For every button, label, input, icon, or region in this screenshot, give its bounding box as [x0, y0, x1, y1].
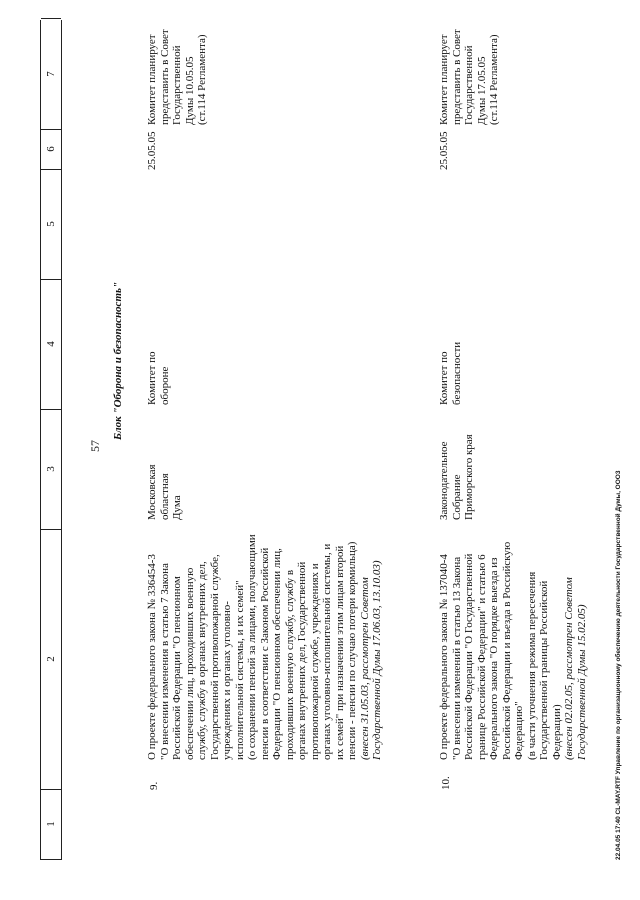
- row-number: 9.: [148, 781, 160, 790]
- column-header-6: 6: [41, 129, 61, 170]
- row-initiator: [438, 425, 476, 520]
- column-header-4: 4: [41, 279, 61, 410]
- row-description: [438, 510, 588, 760]
- row-line: Российской Федерации "О пенсионном: [171, 576, 183, 760]
- row-line: учреждениях и органах уголовно-: [221, 601, 233, 760]
- row-line: исполнительной системы, и их семей": [233, 580, 246, 760]
- row-line: пенсии - пенсии по случаю потери кормильца): [346, 541, 358, 760]
- row-line: органах уголовно-исполнительной системы, и: [321, 543, 333, 760]
- row-line: Государственной: [171, 45, 183, 125]
- row-line: Комитет по: [438, 351, 450, 405]
- row-description: [146, 510, 384, 760]
- row-line-italic: Государственной Думы 17.06.03, 13.10.03): [371, 560, 383, 760]
- row-date: 25.05.05: [146, 131, 158, 170]
- row-status: [438, 5, 501, 125]
- row-number: 10.: [440, 776, 452, 790]
- row-line: Комитет планирует: [146, 34, 158, 125]
- row-initiator: [146, 425, 184, 520]
- column-header-row: [40, 20, 62, 860]
- column-header-1: 1: [41, 789, 61, 860]
- row-line: "О внесении изменения в статью 7 Закона: [158, 563, 171, 760]
- section-title: Блок "Оборона и безопасность": [112, 281, 124, 440]
- column-header-5: 5: [41, 169, 61, 280]
- row-line: Приморского края: [463, 434, 475, 520]
- row-line: Федерации): [550, 704, 563, 760]
- row-line-italic: (внесен 02.02.05, рассмотрен Советом: [563, 577, 575, 760]
- row-committee: [146, 325, 171, 405]
- row-line: Российской Федерации "О Государственной: [463, 553, 475, 760]
- row-line: обороне: [158, 366, 171, 405]
- row-line: (о сохранении пенсий за лицами, получающими: [246, 534, 258, 760]
- row-line: О проекте федерального закона № 336454-3: [146, 554, 158, 760]
- row-line: представить в Совет: [450, 29, 463, 125]
- row-line: (ст.114 Регламента): [196, 34, 208, 125]
- row-line: Государственной границы Российской: [538, 580, 550, 760]
- row-line: Российской Федерации и въезда в Российскую: [500, 541, 513, 760]
- row-line: Думы 17.05.05: [475, 56, 488, 125]
- column-header-7: 7: [41, 18, 61, 130]
- row-line: Думы 10.05.05: [183, 56, 196, 125]
- row-line: органах внутренних дел, Государственной: [296, 561, 308, 760]
- row-line: (ст.114 Регламента): [488, 34, 500, 125]
- document-footer: 22.04.05 17:40 CL-MAY.RTF Управление по организационному обеспечению деятельности Государственной Думы, ООО3: [615, 470, 622, 860]
- row-line: О проекте федерального закона № 137040-4: [438, 554, 450, 760]
- row-line: границе Российской Федерации" и статью 6: [475, 554, 488, 760]
- row-line: пенсии в соответствии с Законом Российской: [258, 547, 271, 760]
- rotated-content: [40, 20, 622, 860]
- row-line: Государственной противопожарной службе,: [208, 554, 221, 760]
- row-line: Собрание: [450, 474, 463, 520]
- column-header-3: 3: [41, 409, 61, 530]
- row-committee: [438, 325, 463, 405]
- row-line: проходивших военную службу, службу в: [283, 569, 296, 760]
- row-line: Государственной: [463, 45, 475, 125]
- row-line: Федерацию": [513, 701, 525, 760]
- row-line: их семей" при назначении этим лицам второй: [333, 545, 346, 760]
- row-line: Комитет планирует: [438, 34, 450, 125]
- row-line: Федерального закона "О порядке выезда из: [488, 557, 500, 760]
- row-line: Комитет по: [146, 351, 158, 405]
- row-line: Московская областная: [146, 464, 171, 520]
- page-number: 57: [88, 440, 102, 452]
- row-line: (в части уточнения режима пересечения: [525, 571, 538, 760]
- row-date: 25.05.05: [438, 131, 450, 170]
- row-status: [146, 5, 209, 125]
- row-line-italic: Государственной Думы 15.02.05): [575, 604, 588, 760]
- column-header-2: 2: [41, 529, 61, 790]
- row-line: службу, службу в органах внутренних дел,: [196, 561, 208, 760]
- row-line: безопасности: [450, 341, 463, 405]
- row-line: представить в Совет: [158, 29, 171, 125]
- row-line: Законодательное: [438, 441, 450, 520]
- row-line: обеспечении лиц, проходивших военную: [183, 567, 196, 760]
- row-line: "О внесении изменений в статью 13 Закона: [450, 556, 463, 760]
- row-line: Дума: [171, 495, 183, 520]
- row-line: Федерации "О пенсионном обеспечении лиц,: [271, 548, 283, 760]
- row-line-italic: (внесен 31.05.03, рассмотрен Советом: [358, 577, 371, 760]
- row-line: противопожарной службе, учреждениях и: [308, 563, 321, 760]
